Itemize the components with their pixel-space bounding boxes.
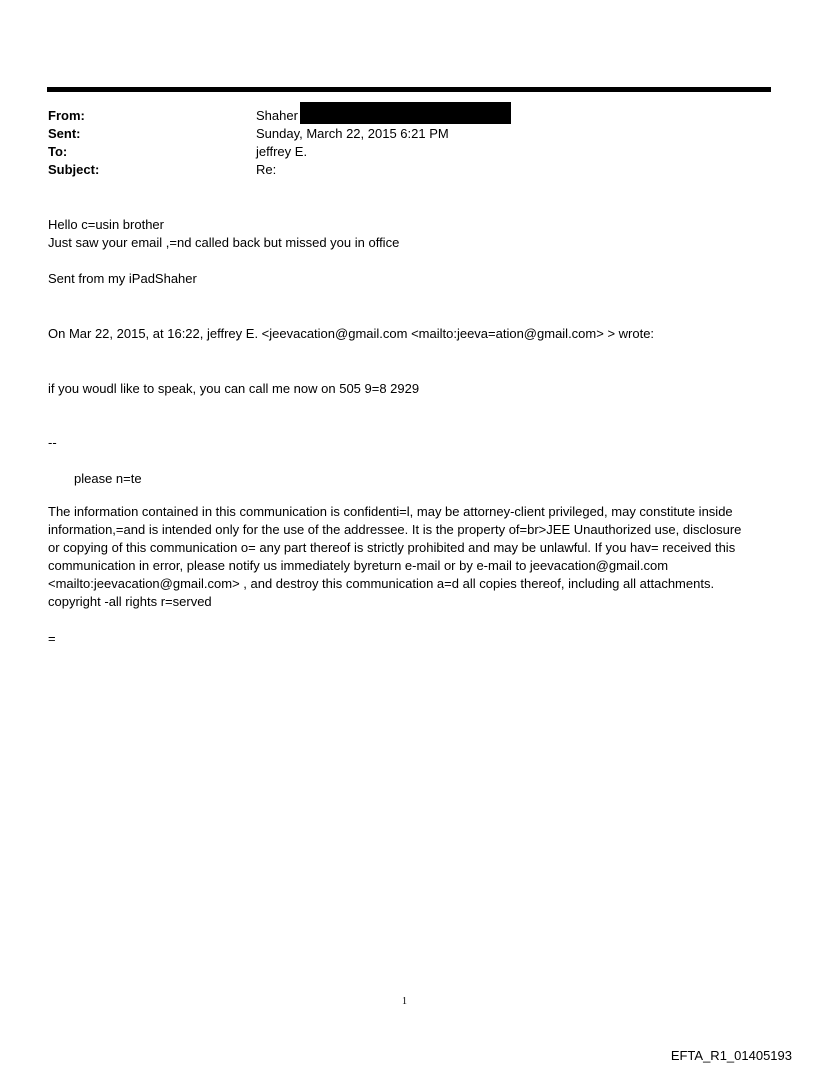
note-line: please n=te [74,471,142,486]
page-number: 1 [402,996,407,1007]
signature-separator: -- [48,435,57,450]
subject-value: Re: [256,162,277,177]
from-label: From: [48,108,85,123]
quoted-message: if you woudl like to speak, you can call me now on 505 9=8 2929 [48,381,420,396]
sent-label: Sent: [48,126,81,141]
header-rule [47,87,771,92]
bates-number: EFTA_R1_01405193 [670,1048,792,1063]
signature-line: Sent from my iPadShaher [48,271,197,286]
sent-value: Sunday, March 22, 2015 6:21 PM [256,126,449,141]
redaction-block [300,102,511,124]
message-line: Just saw your email ,=nd called back but missed you in office [48,235,400,250]
greeting-line: Hello c=usin brother [48,217,164,232]
disclaimer-paragraph: The information contained in this communication is confidenti=l, may be attorney-client privileged, may constitute inside information,=and is intended only for the use of the addressee. It is the property of=br>JEE Unauthorized use, disclosure or copying of this communication o= any part thereof is strictly prohibited and may be unlawful. If you hav= received this communication in error, please notify us immediately byreturn e-mail or by e-mail to jeevacation@gmail.com <mailto:jeevacation@gmail.com> , and destroy this communication a=d all copies thereof, including all attachments. copyright -all rights r=served [48,504,742,609]
to-label: To: [48,144,68,159]
to-value: jeffrey E. [256,144,308,159]
subject-label: Subject: [48,162,100,177]
from-value: Shaher [256,108,298,123]
trailer-mark: = [48,631,56,646]
quote-intro: On Mar 22, 2015, at 16:22, jeffrey E. <jeevacation@gmail.com <mailto:jeeva=ation@gmail.com> > wrote: [48,326,655,341]
